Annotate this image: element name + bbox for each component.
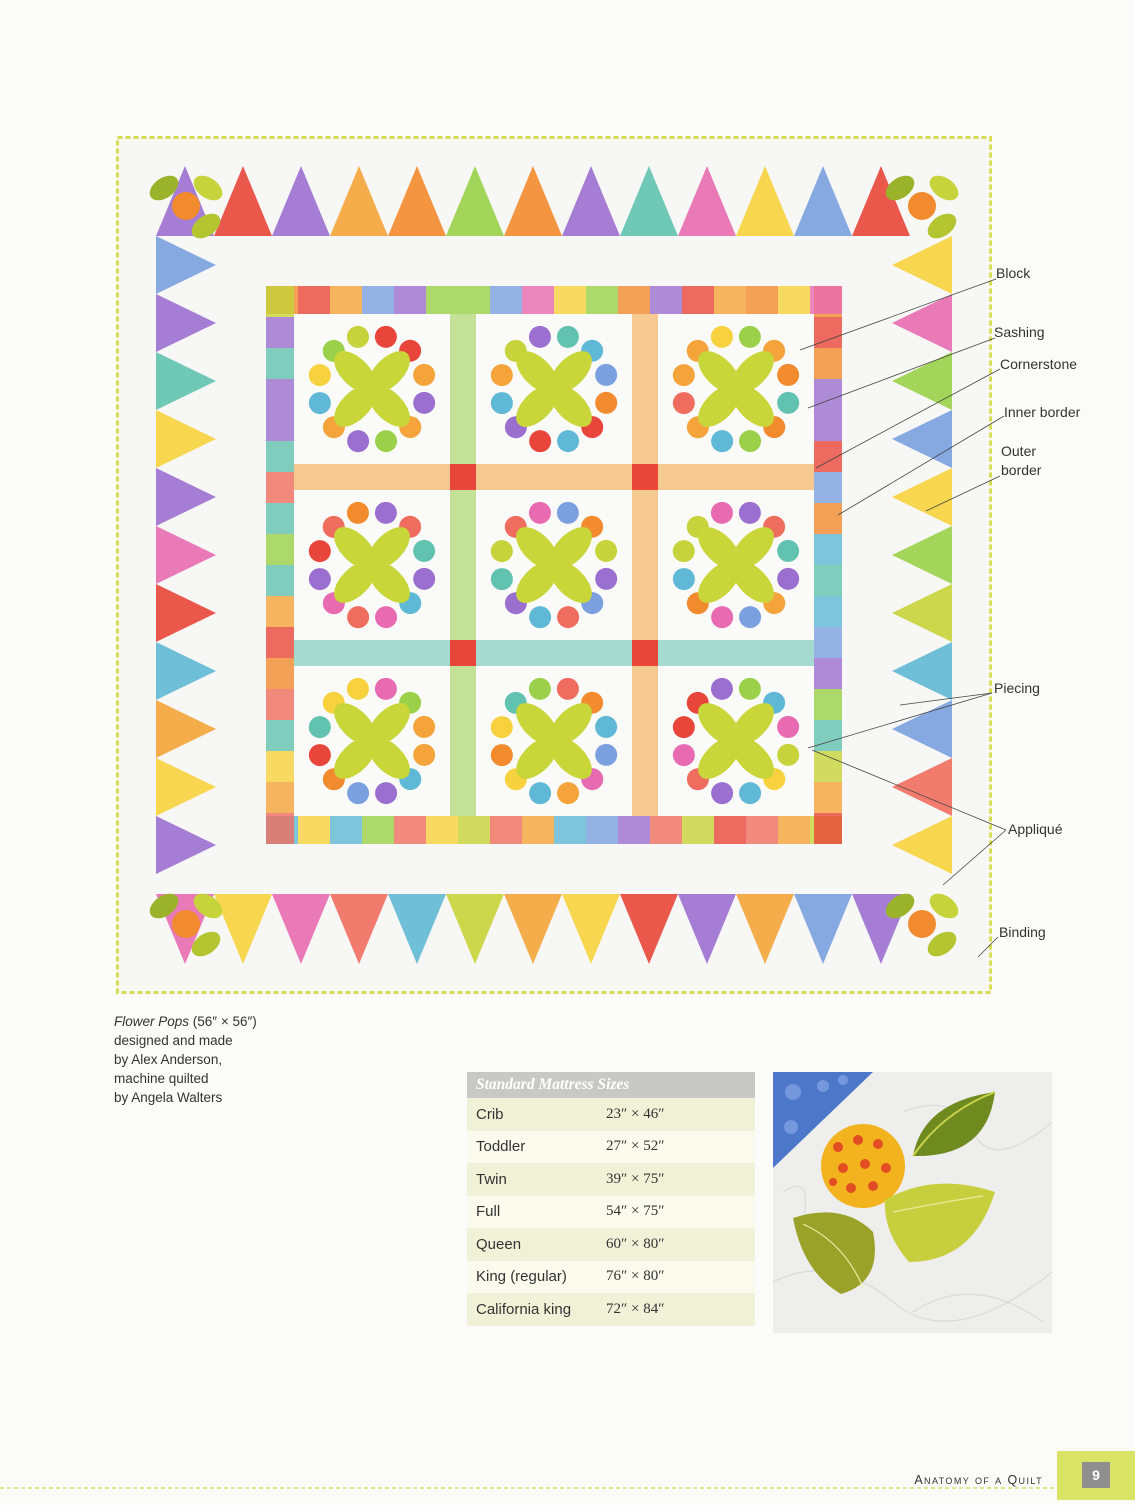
applique-circle [673,364,695,386]
applique-circle [375,782,397,804]
applique-circle [375,606,397,628]
mattress-size: 23″ × 46″ [597,1098,755,1131]
inner-border-top [426,286,458,314]
applique-circle [491,392,513,414]
applique-circle [529,430,551,452]
applique-circle [739,430,761,452]
cornerstone [450,464,476,490]
inner-border-right [814,782,842,813]
corner-flower-center [908,910,936,938]
applique-circle [777,364,799,386]
callout-inner-border: Inner border [1004,404,1081,420]
inner-border-bottom [490,816,522,844]
applique-circle [777,568,799,590]
mattress-size: 27″ × 52″ [597,1131,755,1164]
inner-border-bottom [682,816,714,844]
inner-border-top [522,286,554,314]
applique-circle [529,502,551,524]
applique-circle [673,744,695,766]
inner-border-right [814,720,842,751]
applique-circle [595,364,617,386]
inner-border-right [814,503,842,534]
applique-circle [777,744,799,766]
applique-circle [739,502,761,524]
inner-border-left [266,751,294,782]
applique-circle [711,782,733,804]
inner-border-top [746,286,778,314]
applique-circle [347,502,369,524]
mattress-sizes-table [467,1072,755,1326]
applique-circle [491,744,513,766]
applique-circle [375,430,397,452]
caption-line3: by Alex Anderson, [114,1052,223,1067]
quilt-caption [114,1012,294,1107]
applique-circle [673,392,695,414]
inner-border-right [814,472,842,503]
mattress-size: 54″ × 75″ [597,1196,755,1229]
mattress-name: Crib [467,1098,597,1131]
page-number: 9 [1082,1462,1110,1488]
sashing-vertical [632,314,658,816]
applique-circle [595,716,617,738]
mattress-size: 60″ × 80″ [597,1228,755,1261]
applique-circle [711,606,733,628]
mattress-size: 76″ × 80″ [597,1261,755,1294]
footer-section-label: Anatomy of a Quilt [914,1473,1043,1487]
inner-border-right [814,441,842,472]
inner-border-left [266,379,294,410]
inner-border-top [650,286,682,314]
applique-circle [309,568,331,590]
inner-border-right [814,658,842,689]
inner-border-left [266,317,294,348]
applique-circle [375,326,397,348]
applique-circle [557,606,579,628]
applique-circle [491,568,513,590]
quilt-photo [116,136,992,994]
inner-border-top [586,286,618,314]
applique-circle [309,716,331,738]
applique-detail-photo [773,1072,1052,1333]
corner-flower-center [908,192,936,220]
applique-circle [711,678,733,700]
applique-circle [413,716,435,738]
applique-circle [711,430,733,452]
table-row [467,1098,755,1131]
applique-circle [309,392,331,414]
quilt-illustration [116,136,992,994]
applique-circle [711,502,733,524]
inner-border-top [362,286,394,314]
applique-circle [491,364,513,386]
inner-border-right [814,348,842,379]
inner-border-left [266,565,294,596]
applique-circle [347,430,369,452]
mattress-name: Twin [467,1163,597,1196]
caption-title: Flower Pops [114,1014,190,1029]
inner-border-left [266,782,294,813]
applique-circle [413,364,435,386]
applique-detail-illustration [773,1072,1052,1333]
applique-circle [557,678,579,700]
applique-circle [347,782,369,804]
inner-border-top [714,286,746,314]
table-row [467,1293,755,1326]
inner-border-left [266,410,294,441]
inner-border-top [810,286,842,314]
inner-border-bottom [362,816,394,844]
inner-border-left [266,348,294,379]
inner-border-bottom [746,816,778,844]
callout-block: Block [996,265,1031,281]
applique-circle [375,502,397,524]
cornerstone [632,464,658,490]
inner-border-top [682,286,714,314]
applique-circle [739,326,761,348]
callout-applique: Appliqué [1008,821,1063,837]
applique-circle [557,430,579,452]
applique-circle [595,568,617,590]
inner-border-right [814,596,842,627]
mattress-name: Queen [467,1228,597,1261]
inner-border-left [266,441,294,472]
inner-border-left [266,689,294,720]
applique-circle [491,540,513,562]
applique-circle [739,782,761,804]
applique-circle [777,716,799,738]
applique-circle [557,326,579,348]
caption-line1 [114,1012,294,1031]
callout-outer-border-line2: border [1001,462,1042,478]
inner-border-bottom [298,816,330,844]
applique-circle [595,540,617,562]
inner-border-left [266,286,294,317]
sashing-horizontal [294,640,814,666]
table-row [467,1131,755,1164]
inner-border-left [266,534,294,565]
inner-border-top [554,286,586,314]
inner-border-left [266,720,294,751]
caption-size: (56″ × 56″) [189,1014,257,1029]
inner-border-right [814,534,842,565]
inner-border-bottom [426,816,458,844]
caption-line4: machine quilted [114,1071,209,1086]
table-title: Standard Mattress Sizes [467,1072,755,1098]
inner-border-top [458,286,490,314]
applique-circle [777,540,799,562]
applique-circle [711,326,733,348]
callout-binding: Binding [999,924,1046,940]
applique-circle [375,678,397,700]
inner-border-right [814,317,842,348]
applique-circle [673,568,695,590]
inner-border-top [618,286,650,314]
table-row [467,1228,755,1261]
applique-circle [557,502,579,524]
applique-circle [739,606,761,628]
inner-border-right [814,627,842,658]
inner-border-top [490,286,522,314]
applique-circle [413,392,435,414]
applique-circle [777,392,799,414]
caption-line5: by Angela Walters [114,1090,223,1105]
applique-circle [595,392,617,414]
inner-border-bottom [778,816,810,844]
inner-border-bottom [554,816,586,844]
inner-border-right [814,410,842,441]
inner-border-right [814,751,842,782]
inner-border-bottom [586,816,618,844]
applique-circle [673,540,695,562]
applique-circle [413,540,435,562]
applique-circle [347,678,369,700]
cornerstone [632,640,658,666]
inner-border-left [266,503,294,534]
inner-border-top [330,286,362,314]
cornerstone [450,640,476,666]
inner-border-right [814,689,842,720]
applique-circle [557,782,579,804]
table-body [467,1098,755,1326]
callout-sashing: Sashing [994,324,1045,340]
mattress-name: King (regular) [467,1261,597,1294]
mattress-name: California king [467,1293,597,1326]
applique-circle [413,744,435,766]
applique-circle [529,782,551,804]
corner-flower-center [172,192,200,220]
applique-circle [739,678,761,700]
inner-border-right [814,379,842,410]
inner-border-bottom [522,816,554,844]
table-row [467,1261,755,1294]
applique-circle [309,364,331,386]
inner-border-bottom [714,816,746,844]
inner-border-right [814,813,842,844]
table-row [467,1196,755,1229]
applique-circle [529,678,551,700]
inner-border-left [266,813,294,844]
inner-border-bottom [618,816,650,844]
inner-border-top [778,286,810,314]
mattress-name: Full [467,1196,597,1229]
applique-circle [491,716,513,738]
applique-circle [529,606,551,628]
inner-border-bottom [650,816,682,844]
caption-line2: designed and made [114,1033,233,1048]
callout-piecing: Piecing [994,680,1040,696]
corner-flower-center [172,910,200,938]
mattress-name: Toddler [467,1131,597,1164]
applique-circle [309,540,331,562]
mattress-size: 39″ × 75″ [597,1163,755,1196]
inner-border-right [814,565,842,596]
applique-circle [595,744,617,766]
inner-border-top [394,286,426,314]
sashing-vertical [450,314,476,816]
callout-cornerstone: Cornerstone [1000,356,1078,372]
inner-border-left [266,596,294,627]
applique-circle [347,606,369,628]
applique-circle [413,568,435,590]
sashing-horizontal [294,464,814,490]
inner-border-left [266,627,294,658]
mattress-size: 72″ × 84″ [597,1293,755,1326]
inner-border-bottom [330,816,362,844]
callout-outer-border-line1: Outer [1001,443,1037,459]
inner-border-left [266,658,294,689]
applique-circle [673,716,695,738]
table-row [467,1163,755,1196]
inner-border-bottom [394,816,426,844]
inner-border-bottom [458,816,490,844]
applique-circle [529,326,551,348]
inner-border-left [266,472,294,503]
applique-circle [347,326,369,348]
inner-border-top [298,286,330,314]
applique-circle [309,744,331,766]
